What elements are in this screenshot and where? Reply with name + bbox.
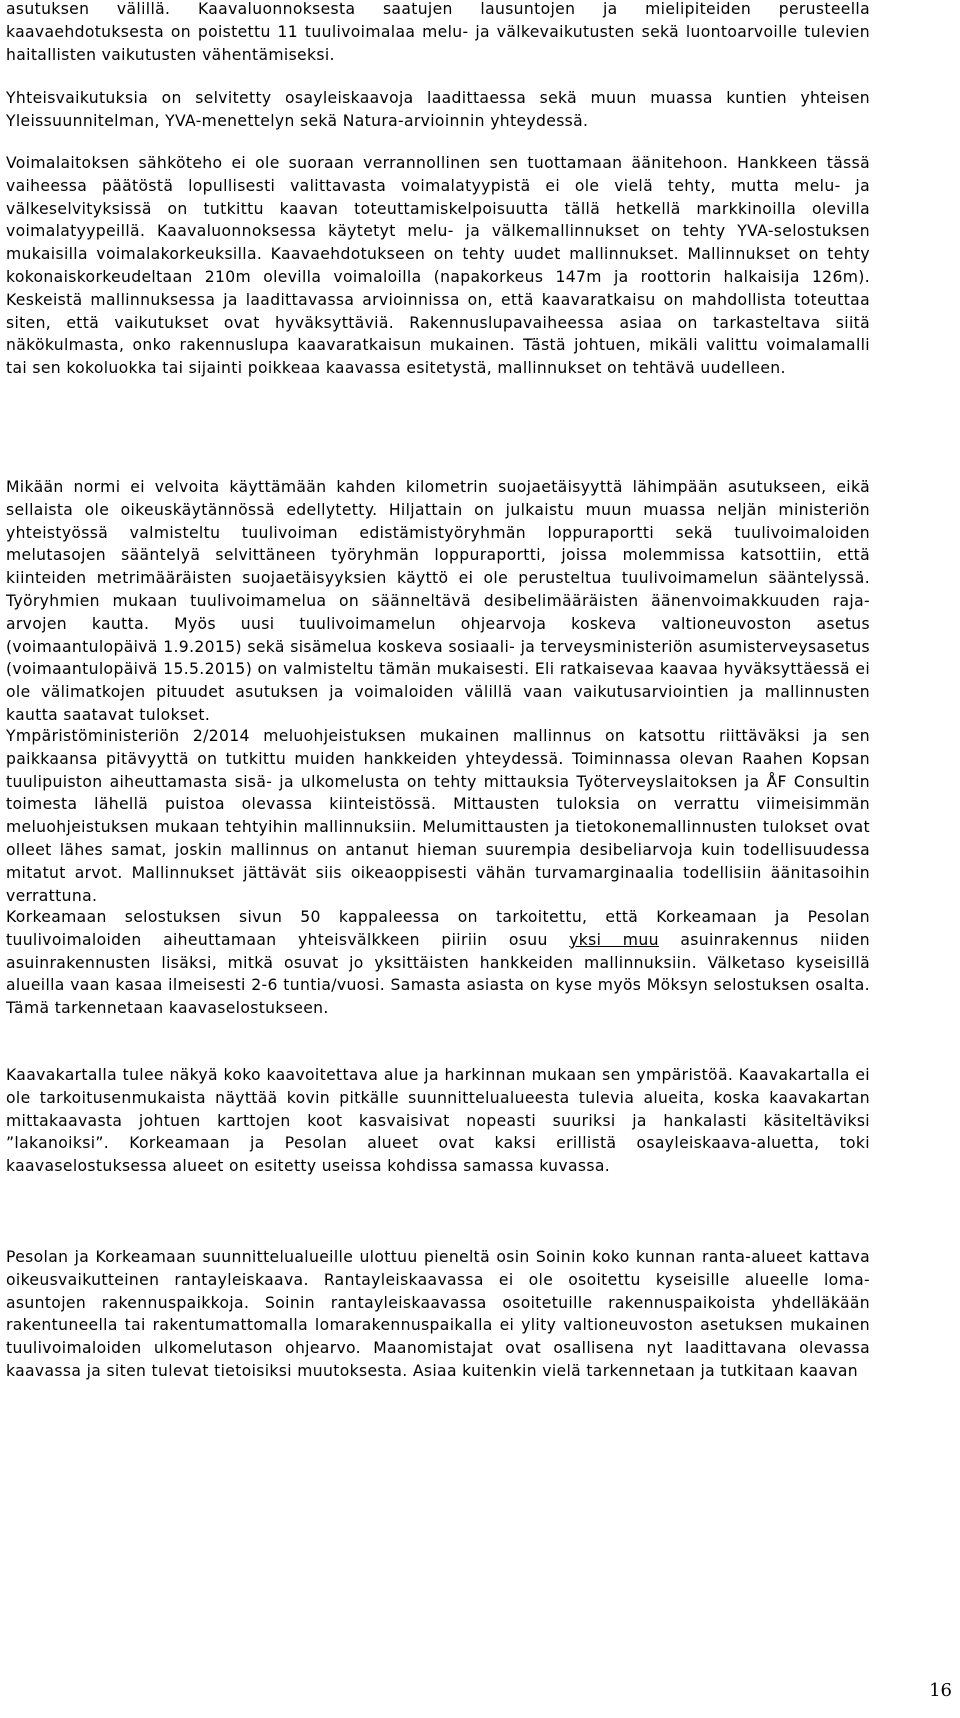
paragraph-1: asutuksen välillä. Kaavaluonnoksesta saatujen lausuntojen ja mielipiteiden perusteella kaavaehdotuksesta on poistettu 11 tuulivoimalaa melu- ja välkevaikutusten sekä luontoarvoille tulevien haitallisten vaikutusten vähentämiseksi. — [6, 0, 870, 64]
paragraph-5: Ympäristöministeriön 2/2014 meluohjeistuksen mukainen mallinnus on katsottu riittäväksi ja sen paikkaansa pitävyyttä on tutkittu muiden hankkeiden yhteydessä. Toiminnassa olevan Raahen Kopsan tuulipuiston aiheuttamasta sisä- ja ulkomelusta on tehty mittauksia Työterveyslaitoksen ja ÅF Consultin toimesta lähellä puistoa olevassa kiinteistössä. Mittausten tuloksia on verrattu viimeisimmän meluohjeistuksen mukaan tehtyihin mallinnuksiin. Melumittausten ja tietokonemallinnusten tulokset ovat olleet lähes samat, joskin mallinnus on antanut hieman suurempia desibeliarvoja kuin todellisuudessa mitatut arvot. Mallinnukset jättävät siis oikeaoppisesti vähän turvamarginaalia todellisiin äänitasoihin verrattuna. — [6, 727, 870, 905]
underlined-phrase: yksi muu — [569, 930, 659, 949]
paragraph-4: Mikään normi ei velvoita käyttämään kahden kilometrin suojaetäisyyttä lähimpään asutukseen, eikä sellaista ole oikeuskäytännössä edellytetty. Hiljattain on julkaistu muun muassa neljän ministeriön yhteistyössä valmisteltu tuulivoiman edistämistyöryhmän loppuraportti sekä tuulivoimaloiden melutasojen sääntelyä selvittäneen työryhmän loppuraportti, joissa molemmissa katsottiin, että kiinteiden metrimääräisten suojaetäisyyksien käyttö ei ole perusteltua tuulivoimamelun sääntelyssä. Työryhmien mukaan tuulivoimamelua on säänneltävä desibelimääräisten äänenvoimakkuuden raja-arvojen kautta. Myös uusi tuulivoimamelun ohjearvoja koskeva valtioneuvoston asetus (voimaantulopäivä 1.9.2015) sekä sisämelua koskeva sosiaali- ja terveysministeriön asumisterveysasetus (voimaantulopäivä 15.5.2015) on valmisteltu tämän mukaisesti. Eli ratkaisevaa kaavaa hyväksyttäessä ei ole välimatkojen pituudet asutuksen ja voimaloiden välillä vaan vaikutusarviointien ja mallinnusten kautta saatavat tulokset. — [6, 478, 870, 724]
page-number: 16 — [929, 1680, 952, 1701]
paragraph-6-text-end: asuinrakennus niiden asuinrakennusten lisäksi, mitkä osuvat jo yksittäisten hankkeiden mallinnuksiin. Välketaso kyseisillä alueilla vaan kasaa ilmeisesti 2-6 tuntia/vuosi. Samasta asiasta on kyse myös Möksyn selostuksen osalta. Tämä tarkennetaan kaavaselostukseen. — [6, 930, 870, 1018]
paragraph-3: Voimalaitoksen sähköteho ei ole suoraan verrannollinen sen tuottamaan äänitehoon. Hankkeen tässä vaiheessa päätöstä lopullisesti valittavasta voimalatyypistä ei ole vielä tehty, mutta melu- ja välkeselvityksissä on tutkittu kaavan toteuttamiskelpoisuutta tällä hetkellä markkinoilla olevilla voimalatyypeillä. Kaavaluonnoksessa käytetyt melu- ja välkemallinnukset on tehty YVA-selostuksen mukaisilla voimalakorkeuksilla. Kaavaehdotukseen on tehty uudet mallinnukset. Mallinnukset on tehty kokonaiskorkeudeltaan 210m olevilla voimaloilla (napakorkeus 147m ja roottorin halkaisija 126m). Keskeistä mallinnuksessa ja laadittavassa arvioinnissa on, että kaavaratkaisu on mahdollista toteuttaa siten, että vaikutukset ovat hyväksyttäviä. Rakennuslupavaiheessa asiaa on tarkasteltava siitä näkökulmasta, onko rakennuslupa kaavaratkaisun mukainen. Tästä johtuen, mikäli valittu voimalamalli tai sen kokoluokka tai sijainti poikkeaa kaavassa esitetystä, mallinnukset on tehtävä uudelleen. — [6, 154, 870, 378]
paragraph-7: Kaavakartalla tulee näkyä koko kaavoitettava alue ja harkinnan mukaan sen ympäristöä. Kaavakartalla ei ole tarkoitusenmukaista näyttää kovin pitkälle suunnittelualueesta tulevia alueita, koska kaavakartan mittakaavasta johtuen karttojen koot kasvaisivat nopeasti suuriksi ja hankalasti käsiteltäviksi ”lakanoiksi”. Korkeamaan ja Pesolan alueet ovat kaksi erillistä osayleiskaava-aluetta, toki kaavaselostuksessa alueet on esitetty useissa kohdissa samassa kuvassa. — [6, 1066, 870, 1176]
paragraph-8: Pesolan ja Korkeamaan suunnittelualueille ulottuu pieneltä osin Soinin koko kunnan ranta-alueet kattava oikeusvaikutteinen rantayleiskaava. Rantayleiskaavassa ei ole osoitettu kyseisille alueelle loma-asuntojen rakennuspaikkoja. Soinin rantayleiskaavassa osoitetuille rakennuspaikoista yhdelläkään rakentuneella tai rakentumattomalla lomarakennuspaikalla ei ylity valtioneuvoston asetuksen mukainen tuulivoimaloiden ulkomelutason ohjearvo. Maanomistajat ovat osallisena nyt laadittavana olevassa kaavassa ja siten tulevat tietoisiksi muutoksesta. Asiaa kuitenkin vielä tarkennetaan ja tutkitaan kaavan — [6, 1248, 870, 1380]
paragraph-2: Yhteisvaikutuksia on selvitetty osayleiskaavoja laadittaessa sekä muun muassa kuntien yhteisen Yleissuunnitelman, YVA-menettelyn sekä Natura-arvioinnin yhteydessä. — [6, 89, 870, 130]
paragraph-6 — [6, 906, 870, 1020]
paragraph-6-text-start: Korkeamaan selostuksen sivun 50 kappaleessa on tarkoitettu, että Korkeamaan ja Pesolan tuulivoimaloiden aiheuttamaan yhteisvälkkeen piiriin osuu — [6, 908, 870, 949]
